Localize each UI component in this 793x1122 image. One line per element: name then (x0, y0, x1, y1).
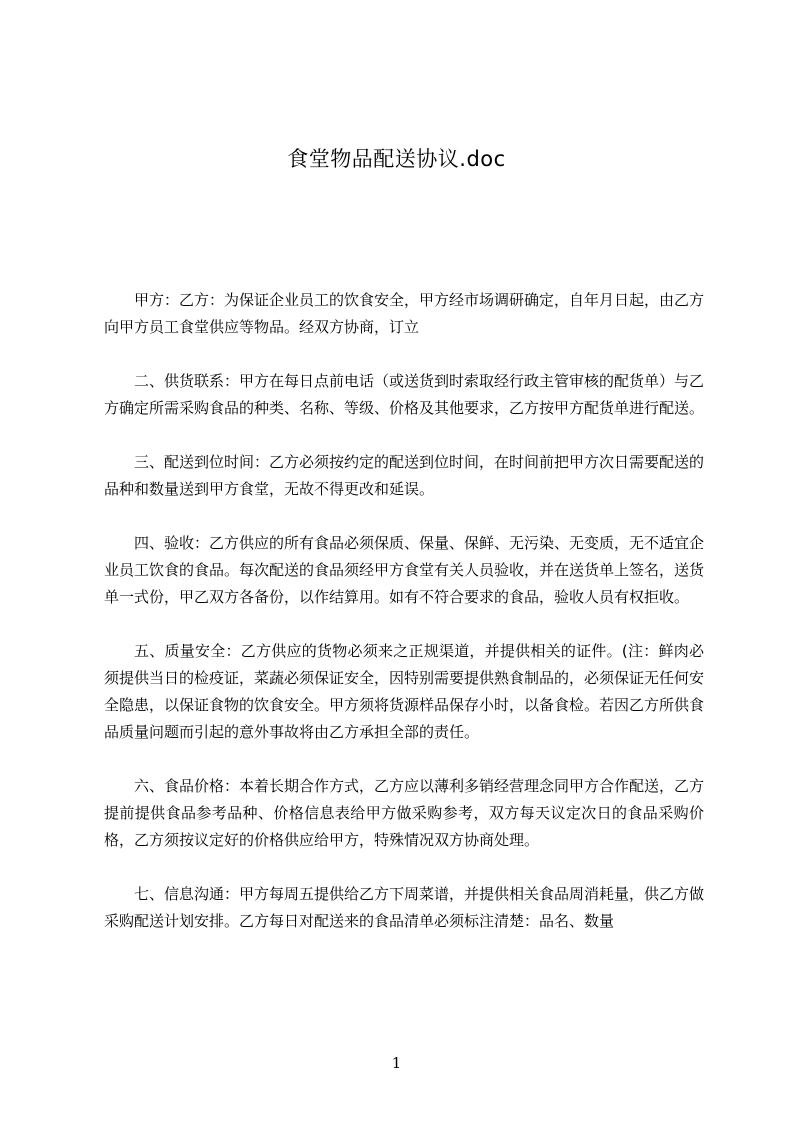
paragraph-delivery-time: 三、配送到位时间：乙方必须按约定的配送到位时间，在时间前把甲方次日需要配送的品种和数量送到甲方食堂，无故不得更改和延误。 (104, 453, 705, 498)
paragraph-supply-contact: 二、供货联系：甲方在每日点前电话（或送货到时索取经行政主管审核的配货单）与乙方确定所需采购食品的种类、名称、等级、价格及其他要求，乙方按甲方配货单进行配送。 (104, 372, 705, 417)
paragraph-food-price: 六、食品价格：本着长期合作方式，乙方应以薄利多销经营理念同甲方合作配送，乙方提前提供食品参考品种、价格信息表给甲方做采购参考，双方每天议定次日的食品采购价格，乙方须按议定好的价格供应给甲方，特殊情况双方协商处理。 (104, 777, 705, 849)
page-number: 1 (391, 1054, 402, 1072)
document-title: 食堂物品配送协议.doc (287, 147, 506, 171)
paragraph-parties: 甲方：乙方：为保证企业员工的饮食安全，甲方经市场调研确定，自年月日起，由乙方向甲方员工食堂供应等物品。经双方协商，订立 (104, 291, 705, 336)
paragraph-quality-safety: 五、质量安全：乙方供应的货物必须来之正规渠道，并提供相关的证件。(注：鲜肉必须提供当日的检疫证，菜蔬必须保证安全，因特别需要提供熟食制品的，必须保证无任何安全隐患，以保证食物的饮食安全。甲方须将货源样品保存小时，以备食检。若因乙方所供食品质量问题而引起的意外事故将由乙方承担全部的责任。 (104, 642, 705, 741)
paragraph-inspection: 四、验收：乙方供应的所有食品必须保质、保量、保鲜、无污染、无变质，无不适宜企业员工饮食的食品。每次配送的食品须经甲方食堂有关人员验收，并在送货单上签名，送货单一式份，甲乙双方各备份，以作结算用。如有不符合要求的食品，验收人员有权拒收。 (104, 534, 705, 606)
paragraph-communication: 七、信息沟通：甲方每周五提供给乙方下周菜谱，并提供相关食品周消耗量，供乙方做采购配送计划安排。乙方每日对配送来的食品清单必须标注清楚：品名、数量 (104, 885, 705, 930)
document-body (104, 287, 704, 962)
